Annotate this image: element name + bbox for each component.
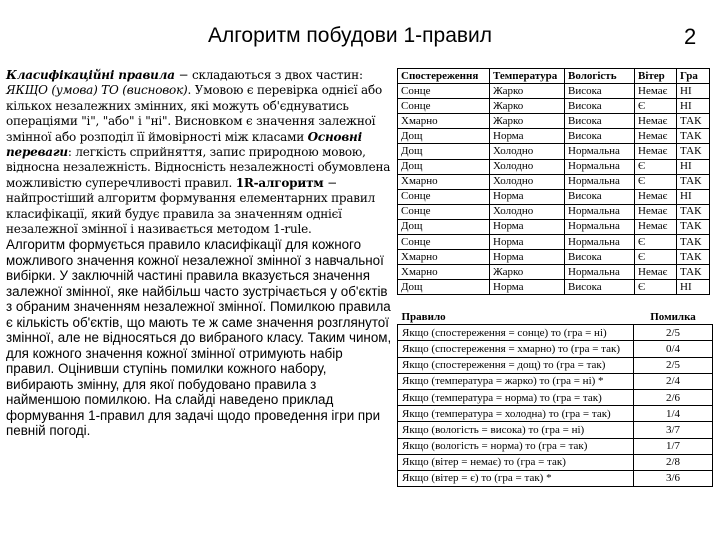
rule-row [398, 438, 713, 454]
table-cell: Норма [490, 219, 565, 234]
table-cell: Нормальна [565, 144, 635, 159]
table-cell: ТАК [677, 204, 710, 219]
table-cell: Хмарно [398, 250, 490, 265]
rule-error-cell: 2/8 [634, 454, 713, 470]
table-cell: НІ [677, 84, 710, 99]
table-row [398, 99, 710, 114]
weather-table-header-row [398, 69, 710, 84]
table-cell: Є [635, 280, 677, 295]
table-cell: Немає [635, 114, 677, 129]
table-cell: Норма [490, 189, 565, 204]
table-cell: Немає [635, 265, 677, 280]
page-number: 2 [684, 24, 697, 49]
table-cell: Дощ [398, 280, 490, 295]
table-row [398, 250, 710, 265]
weather-data-table [397, 68, 710, 295]
rules-error-table [397, 309, 713, 487]
table-cell: Нормальна [565, 204, 635, 219]
rule-row [398, 325, 713, 341]
table-cell: Немає [635, 189, 677, 204]
table-cell: Хмарно [398, 265, 490, 280]
rule-row [398, 422, 713, 438]
table-row [398, 159, 710, 174]
table-cell: Жарко [490, 265, 565, 280]
table-cell: Є [635, 250, 677, 265]
rule-text-cell: Якщо (спостереження = хмарно) то (гра = так) [398, 341, 634, 357]
rule-text-cell: Якщо (вітер = немає) то (гра = так) [398, 454, 634, 470]
emphasis-text: Основні переваги [6, 129, 362, 160]
rule-text-cell: Якщо (температура = норма) то (гра = так) [398, 389, 634, 405]
rule-text-cell: Якщо (вологість = норма) то (гра = так) [398, 438, 634, 454]
rule-error-cell: 1/7 [634, 438, 713, 454]
table-cell: Норма [490, 235, 565, 250]
table-row [398, 174, 710, 189]
paragraph-segment: ЯКЩО (умова) ТО (висновок) [6, 83, 188, 98]
table-row [398, 144, 710, 159]
table-cell: Нормальна [565, 159, 635, 174]
table-cell: Немає [635, 219, 677, 234]
rule-row [398, 357, 713, 373]
rule-error-cell: 3/6 [634, 470, 713, 486]
table-cell: ТАК [677, 235, 710, 250]
table-cell: Немає [635, 144, 677, 159]
rule-text-cell: Якщо (вологість = висока) то (гра = ні) [398, 422, 634, 438]
rule-error-cell: 0/4 [634, 341, 713, 357]
paragraph-segment [6, 68, 175, 82]
table-cell: Жарко [490, 84, 565, 99]
table-cell: Немає [635, 84, 677, 99]
paragraph-segment: . Умовою є перевірка однієї або кількох незалежних змінних, які можуть об'єднуватись операціями "і", "або" і "ні". Висновком є значення залежної змінної або розподіл її ймовірності між класами [6, 83, 383, 144]
rule-text-cell: Якщо (спостереження = сонце) то (гра = ні) [398, 325, 634, 341]
table-cell: ТАК [677, 265, 710, 280]
table-cell: Висока [565, 250, 635, 265]
rule-row [398, 341, 713, 357]
table-cell: НІ [677, 159, 710, 174]
table-cell: Висока [565, 114, 635, 129]
table-row [398, 189, 710, 204]
rule-error-cell: 2/4 [634, 373, 713, 389]
classification-rules-paragraph [6, 68, 392, 237]
rules-header-rule: Правило [398, 309, 634, 325]
table-cell: Нормальна [565, 219, 635, 234]
weather-header-cell: Вітер [635, 69, 677, 84]
table-cell: Висока [565, 280, 635, 295]
table-cell: Дощ [398, 144, 490, 159]
rule-text-cell: Якщо (вітер = є) то (гра = так) * [398, 470, 634, 486]
rule-error-cell: 2/5 [634, 325, 713, 341]
table-cell: Хмарно [398, 114, 490, 129]
table-cell: Хмарно [398, 174, 490, 189]
weather-header-cell: Температура [490, 69, 565, 84]
table-cell: Жарко [490, 99, 565, 114]
table-cell: Дощ [398, 219, 490, 234]
table-cell: Висока [565, 99, 635, 114]
rule-error-cell: 2/5 [634, 357, 713, 373]
table-cell: Нормальна [565, 265, 635, 280]
table-row [398, 204, 710, 219]
slide-title: Алгоритм побудови 1-правил [207, 24, 493, 47]
table-cell: Нормальна [565, 235, 635, 250]
table-cell: Норма [490, 129, 565, 144]
table-cell: Є [635, 159, 677, 174]
table-cell: Є [635, 99, 677, 114]
table-cell: Висока [565, 189, 635, 204]
rule-row [398, 454, 713, 470]
table-cell: ТАК [677, 114, 710, 129]
rule-row [398, 389, 713, 405]
rules-header-error: Помилка [634, 309, 713, 325]
table-cell: Немає [635, 129, 677, 144]
table-cell: ТАК [677, 129, 710, 144]
paragraph-segment: − найпростіший алгоритм формування елементарних правил класифікації, який будує правила за значенням однієї незалежної змінної і називається методом 1-rule. [6, 175, 376, 237]
table-cell: НІ [677, 280, 710, 295]
table-row [398, 280, 710, 295]
emphasis-text: Класифікаційні правила [6, 68, 175, 82]
rule-error-cell: 2/6 [634, 389, 713, 405]
table-row [398, 219, 710, 234]
rules-table-header-row [398, 309, 713, 325]
rule-row [398, 470, 713, 486]
weather-header-cell: Спостереження [398, 69, 490, 84]
rule-text-cell: Якщо (спостереження = дощ) то (гра = так) [398, 357, 634, 373]
table-cell: Жарко [490, 114, 565, 129]
table-cell: Сонце [398, 189, 490, 204]
table-cell: Холодно [490, 159, 565, 174]
table-cell: Сонце [398, 84, 490, 99]
table-cell: Холодно [490, 174, 565, 189]
table-cell: НІ [677, 99, 710, 114]
table-cell: ТАК [677, 250, 710, 265]
table-row [398, 265, 710, 280]
weather-header-cell: Гра [677, 69, 710, 84]
table-cell: Холодно [490, 144, 565, 159]
table-row [398, 114, 710, 129]
rule-row [398, 373, 713, 389]
table-row [398, 84, 710, 99]
table-cell: ТАК [677, 144, 710, 159]
table-cell: Сонце [398, 235, 490, 250]
table-cell: Холодно [490, 204, 565, 219]
table-cell: Є [635, 235, 677, 250]
body-text [6, 68, 392, 439]
table-cell: НІ [677, 189, 710, 204]
table-cell: ТАК [677, 174, 710, 189]
paragraph-segment: : легкість сприйняття, запис природною мовою, відносна незалежність. Відносність незалежності обумовлена можливістю суперечливості правил. [6, 145, 391, 190]
table-cell: Є [635, 174, 677, 189]
paragraph-segment: 1R-алгоритм [235, 175, 324, 190]
table-cell: Норма [490, 280, 565, 295]
rule-row [398, 406, 713, 422]
rule-error-cell: 3/7 [634, 422, 713, 438]
table-cell: Дощ [398, 129, 490, 144]
table-row [398, 129, 710, 144]
algorithm-description-paragraph: Алгоритм формується правило класифікації для кожного можливого значення кожної незалежної змінної з навчальної вибірки. У заключній частині правила вказується значення залежної змінної, яке найбільш часто зустрічається у об'єктів з обраним значенням незалежної змінної. Помилкою правила є кількість об'єктів, що мають те ж саме значення розглянутої змінної, але не відносяться до вибраного класу. Таким чином, для кожного значення кожної змінної отримують набір правил. Оцінивши ступінь помилки кожного набору, вибирають змінну, для якої побудовано правила з найменшою помилкою. На слайді наведено приклад формування 1-правил для задачі щодо проведення ігри при певній погоді. [6, 237, 392, 439]
table-cell: ТАК [677, 219, 710, 234]
rule-error-cell: 1/4 [634, 406, 713, 422]
table-cell: Норма [490, 250, 565, 265]
table-row [398, 235, 710, 250]
table-cell: Сонце [398, 204, 490, 219]
rule-text-cell: Якщо (температура = жарко) то (гра = ні) * [398, 373, 634, 389]
rule-text-cell: Якщо (температура = холодна) то (гра = так) [398, 406, 634, 422]
table-cell: Висока [565, 129, 635, 144]
table-cell: Нормальна [565, 174, 635, 189]
table-cell: Дощ [398, 159, 490, 174]
table-cell: Немає [635, 204, 677, 219]
table-cell: Висока [565, 84, 635, 99]
weather-header-cell: Вологість [565, 69, 635, 84]
table-cell: Сонце [398, 99, 490, 114]
paragraph-segment: − складаються з двох частин: [174, 68, 363, 82]
